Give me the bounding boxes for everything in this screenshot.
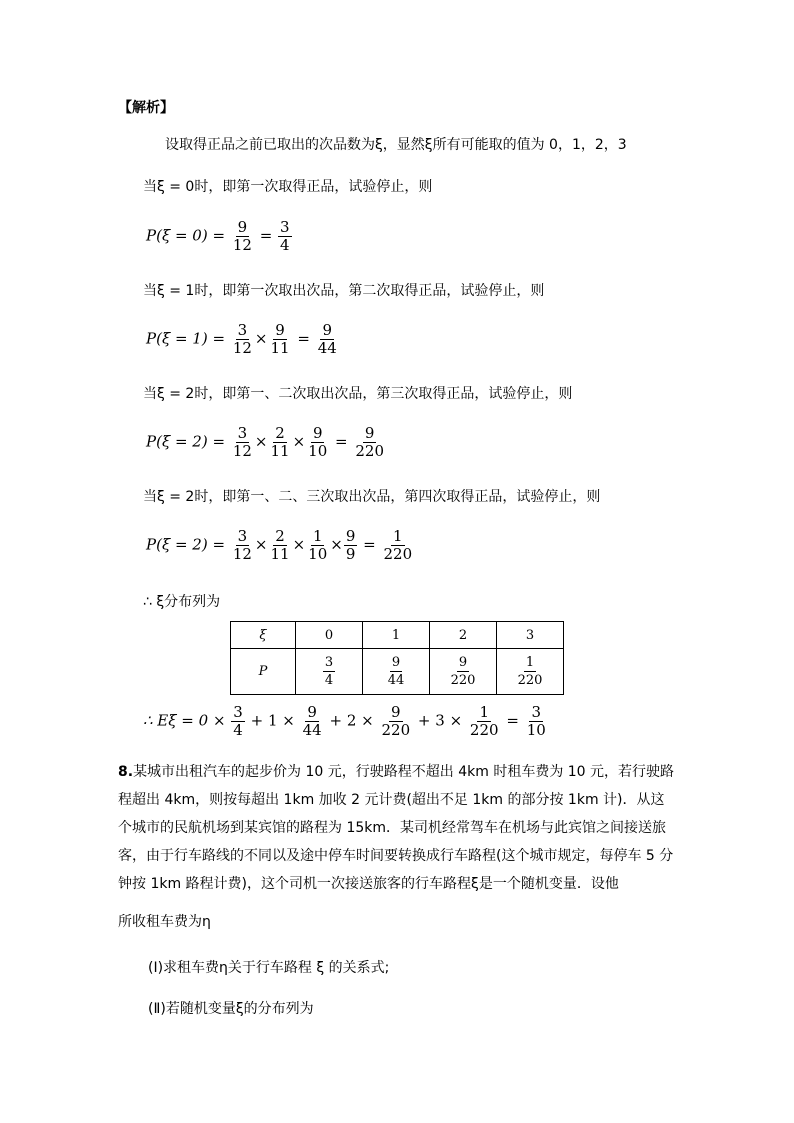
case-1-lhs: P(ξ = 1) =: [146, 329, 226, 348]
fraction: $\frac{3}{10}$: [526, 703, 546, 739]
fraction: $\frac{9}{11}$: [270, 321, 290, 357]
case-0-label: 当ξ = 0时，即第一次取得正品，试验停止，则: [143, 179, 433, 195]
fraction: $\frac{9}{220}$: [381, 703, 411, 739]
case-3-label: 当ξ = 2时，即第一、二、三次取出次品，第四次取得正品，试验停止，则: [143, 489, 601, 505]
table-cell: [296, 649, 363, 695]
expectation-formula: [143, 704, 549, 739]
case-2-lhs: P(ξ = 2) =: [146, 432, 226, 451]
case-2-formula: P(ξ = 2) = $\frac{3}{12}$ × $\frac{2}{11}$ × $\frac{9}{10}$ = $\frac{9}{220}$: [146, 424, 385, 460]
case-0-formula: P(ξ = 0) = $\frac{9}{12}$ = $\frac{3}{4}$: [146, 218, 290, 254]
fraction: $\frac{9}{220}$: [450, 655, 476, 688]
expectation-op: + 1 ×: [250, 711, 295, 730]
case-1-label: 当ξ = 1时，即第一次取出次品，第二次取得正品，试验停止，则: [143, 283, 545, 299]
fraction: $\frac{9}{220}$: [355, 424, 385, 460]
expectation-op: + 3 ×: [417, 711, 463, 730]
case-3-lhs: P(ξ = 2) =: [146, 535, 226, 554]
fraction: $\frac{9}{12}$: [232, 218, 252, 254]
problem-body: 某城市出租汽车的起步价为 10 元，行驶路程不超出 4km 时租车费为 10 元，若行驶路程超出 4km，则按每超出 1km 加收 2 元计费(超出不足 1km 的部分按 1km 计)．从这个城市的民航机场到某宾馆的路程为 15km．某司机经常驾车在机场与此宾馆之间接送旅客，由于行车路线的不同以及途中停车时间要转换成行车路程(这个城市规定，每停车 5 分钟按 1km 路程计费)，这个司机一次接送旅客的行车路程ξ是一个随机变量．设他: [118, 764, 675, 892]
problem-number: 8.: [118, 764, 134, 780]
fraction: $\frac{3}{12}$: [232, 321, 252, 357]
question-2: (Ⅱ)若随机变量ξ的分布列为: [148, 1001, 314, 1017]
expectation-lhs: ∴ Eξ = 0 ×: [143, 711, 226, 730]
table-header-cell: 2: [430, 622, 497, 649]
table-cell: [363, 649, 430, 695]
expectation-op: + 2 ×: [329, 711, 374, 730]
table-cell: [430, 649, 497, 695]
fraction: $\frac{9}{44}$: [302, 703, 322, 739]
fraction: $\frac{9}{44}$: [317, 321, 337, 357]
fraction: $\frac{3}{12}$: [232, 527, 252, 563]
fraction: $\frac{2}{11}$: [270, 424, 290, 460]
fraction: $\frac{1}{220}$: [383, 527, 413, 563]
table-header-cell: 1: [363, 622, 430, 649]
fraction: $\frac{3}{4}$: [233, 703, 243, 739]
problem-line2: 所收租车费为η: [118, 914, 211, 930]
case-3-formula: P(ξ = 2) = $\frac{3}{12}$ × $\frac{2}{11}$ × $\frac{1}{10}$ × $\frac{9}{9}$ = $\frac{1}{220}$: [146, 527, 413, 563]
table-header-cell: ξ: [231, 622, 296, 649]
fraction: $\frac{9}{44}$: [387, 655, 405, 688]
table-header-cell: 0: [296, 622, 363, 649]
fraction: $\frac{3}{4}$: [324, 655, 334, 688]
fraction: $\frac{2}{11}$: [270, 527, 290, 563]
distribution-table: [230, 621, 564, 695]
problem-8-text: [118, 758, 678, 898]
table-row-label: P: [231, 649, 296, 695]
intro-text: 设取得正品之前已取出的次品数为ξ，显然ξ所有可能取的值为 0，1，2，3: [165, 137, 627, 153]
case-1-formula: P(ξ = 1) = $\frac{3}{12}$ × $\frac{9}{11}$ = $\frac{9}{44}$: [146, 321, 337, 357]
fraction: $\frac{3}{12}$: [232, 424, 252, 460]
fraction: $\frac{1}{220}$: [517, 655, 543, 688]
fraction: $\frac{9}{9}$: [345, 527, 356, 563]
question-1: (Ⅰ)求租车费η关于行车路程 ξ 的关系式;: [148, 960, 390, 976]
table-header-cell: 3: [497, 622, 564, 649]
table-row: [231, 622, 564, 649]
table-cell: [497, 649, 564, 695]
table-row: [231, 649, 564, 695]
case-2-label: 当ξ = 2时，即第一、二次取出次品，第三次取得正品，试验停止，则: [143, 386, 573, 402]
fraction: $\frac{9}{10}$: [308, 424, 328, 460]
distribution-label: ∴ ξ分布列为: [143, 594, 221, 610]
section-heading: 【解析】: [118, 100, 174, 116]
expectation-op: =: [506, 711, 519, 730]
fraction: $\frac{1}{10}$: [308, 527, 328, 563]
case-0-lhs: P(ξ = 0) =: [146, 226, 226, 245]
fraction: $\frac{3}{4}$: [280, 218, 290, 254]
fraction: $\frac{1}{220}$: [469, 703, 499, 739]
